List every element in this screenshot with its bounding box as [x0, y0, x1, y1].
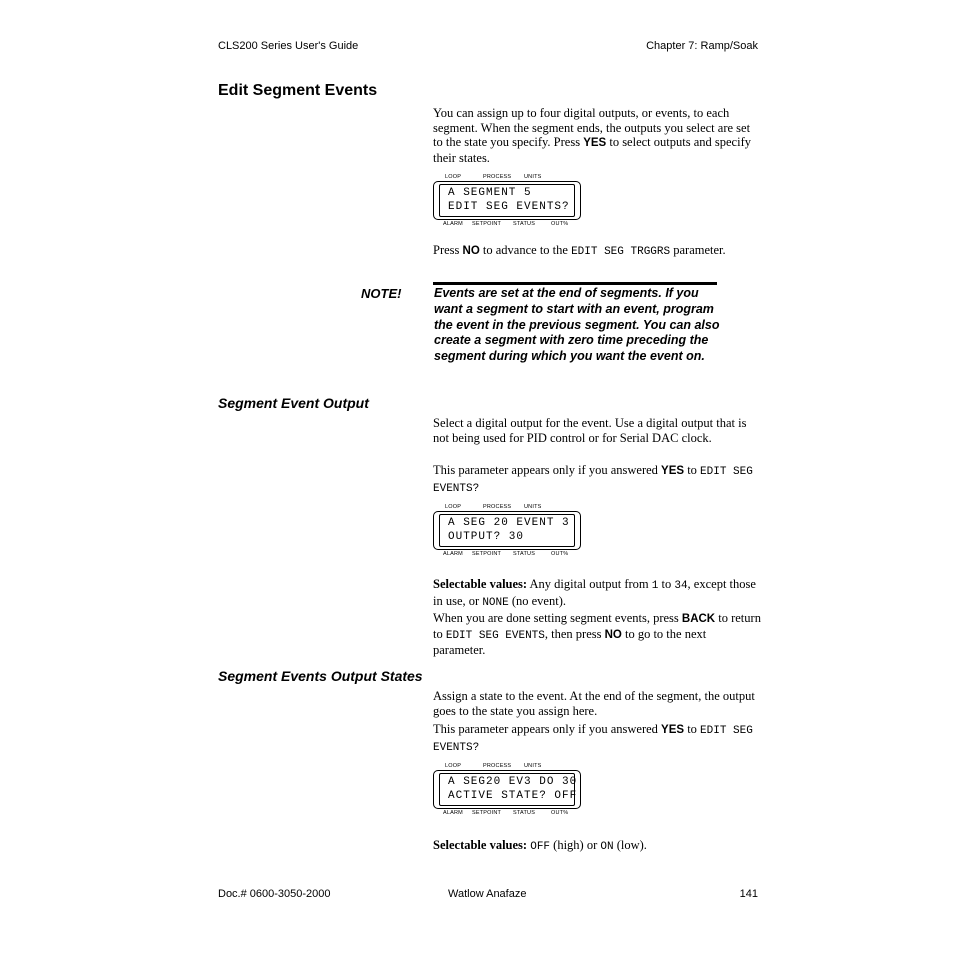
running-header-right: Chapter 7: Ramp/Soak — [646, 40, 758, 52]
section-title-segment-event-output: Segment Event Output — [218, 395, 369, 411]
lcd-line-1: A SEG20 EV3 DO 30 — [448, 776, 578, 788]
lcd-display-event-output: LOOP PROCESS UNITS A SEG 20 EVENT 3 OUTPUT? 30 ALARM SETPOINT STATUS OUT% — [433, 502, 581, 558]
note-text: Events are set at the end of segments. If you want a segment to start with an event, program the event in the previous segment. You can also create a segment with zero time preceding the segment during which you want the event on. — [434, 286, 720, 364]
lcd-display-edit-seg-events: LOOP PROCESS UNITS A SEGMENT 5 EDIT SEG EVENTS? ALARM SETPOINT STATUS OUT% — [433, 172, 581, 228]
section3-paragraph-2: This parameter appears only if you answered YES to EDIT SEG EVENTS? — [433, 722, 753, 754]
footer-company: Watlow Anafaze — [448, 888, 527, 900]
section2-paragraph-1: Select a digital output for the event. Use a digital output that is not being used for PID control or for Serial DAC clock. — [433, 416, 747, 445]
section2-paragraph-2: This parameter appears only if you answered YES to EDIT SEG EVENTS? — [433, 463, 753, 495]
section-title-segment-events-output-states: Segment Events Output States — [218, 668, 423, 684]
running-header-left: CLS200 Series User's Guide — [218, 40, 359, 52]
lcd-line-2: ACTIVE STATE? OFF — [448, 790, 578, 802]
note-rule — [433, 282, 717, 285]
section2-selectable-values: Selectable values: Any digital output from 1 to 34, except those in use, or NONE (no event). — [433, 577, 756, 609]
lcd-line-1: A SEG 20 EVENT 3 — [448, 517, 570, 529]
section3-selectable-values: Selectable values: OFF (high) or ON (low). — [433, 838, 647, 853]
section1-paragraph: You can assign up to four digital outputs, or events, to each segment. When the segment ends, the outputs you select are set to the state you specify. Press YES to select outputs and specify their states. — [433, 106, 751, 165]
note-label: NOTE! — [361, 286, 402, 301]
lcd-line-2: OUTPUT? 30 — [448, 531, 525, 543]
section2-back-instruction: When you are done setting segment events, press BACK to return to EDIT SEG EVENTS, then press NO to go to the next parameter. — [433, 611, 761, 658]
section3-paragraph-1: Assign a state to the event. At the end of the segment, the output goes to the state you assign here. — [433, 689, 755, 718]
section-title-edit-segment-events: Edit Segment Events — [218, 82, 378, 99]
footer-doc-number: Doc.# 0600-3050-2000 — [218, 888, 331, 900]
page-number: 141 — [739, 888, 758, 900]
lcd-display-active-state: LOOP PROCESS UNITS A SEG20 EV3 DO 30 ACTIVE STATE? OFF ALARM SETPOINT STATUS OUT% — [433, 761, 581, 817]
lcd-line-1: A SEGMENT 5 — [448, 187, 532, 199]
press-no-instruction: Press NO to advance to the EDIT SEG TRGGRS parameter. — [433, 243, 726, 258]
lcd-line-2: EDIT SEG EVENTS? — [448, 201, 570, 213]
